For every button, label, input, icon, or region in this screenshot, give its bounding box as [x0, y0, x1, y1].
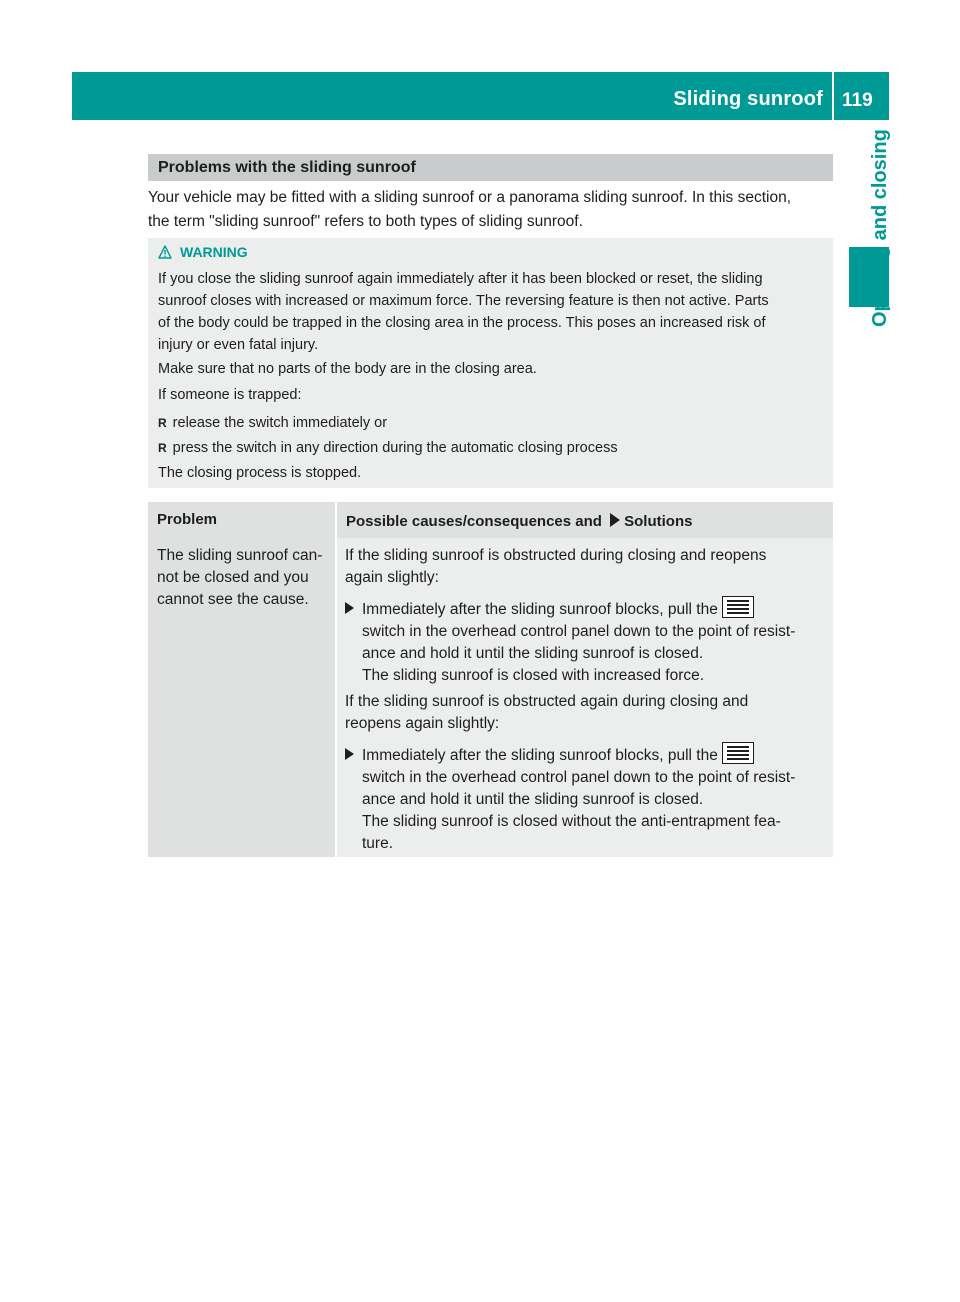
section-heading: Problems with the sliding sunroof [148, 154, 833, 181]
solution-step: Immediately after the sliding sunroof blocks, pull the switch in the overhead control panel down to the point of resist- ance and hold it until the sliding sunroof is closed. The sliding sunroof is closed with increased force. [345, 596, 825, 687]
cause-text: If the sliding sunroof is obstructed again during closing and reopens again slightly: [345, 693, 749, 732]
sunroof-switch-icon [722, 596, 754, 618]
warning-line: sunroof closes with increased or maximum force. The reversing feature is then not active. Parts [158, 293, 769, 309]
solution-step: Immediately after the sliding sunroof blocks, pull the switch in the overhead control panel down to the point of resist- ance and hold it until the sliding sunroof is closed. The sliding sunroof is closed without the anti-entrapment fea- ture. [345, 742, 825, 855]
problem-line: not be closed and you [157, 569, 309, 586]
warning-bullet: R release the switch immediately or [158, 415, 388, 431]
warning-paragraph [158, 268, 826, 356]
intro-paragraph [148, 186, 848, 234]
warning-line: injury or even fatal injury. [158, 337, 319, 353]
troubleshooting-table [148, 502, 833, 857]
solution-cell [337, 538, 833, 857]
problem-line: The sliding sunroof can- [157, 547, 323, 564]
sunroof-switch-icon [722, 742, 754, 764]
header-divider [832, 72, 834, 120]
chapter-tab-label: Opening and closing [869, 129, 891, 327]
bullet-marker: R [158, 416, 167, 430]
problem-cell [148, 538, 335, 857]
warning-line: of the body could be trapped in the closing area in the process. This poses an increased risk of [158, 315, 766, 331]
bullet-marker: R [158, 441, 167, 455]
cause-text: If the sliding sunroof is obstructed during closing and reopens again slightly: [345, 547, 767, 586]
warning-condition: If someone is trapped: [158, 387, 302, 403]
warning-title [158, 244, 248, 260]
action-arrow-icon [610, 513, 620, 527]
warning-instruction: Make sure that no parts of the body are in the closing area. [158, 361, 537, 377]
intro-line: the term "sliding sunroof" refers to both types of sliding sunroof. [148, 213, 583, 230]
intro-line: Your vehicle may be fitted with a sliding sunroof or a panorama sliding sunroof. In this section, [148, 189, 792, 206]
page-number: 119 [842, 90, 873, 111]
action-arrow-icon [345, 748, 354, 760]
warning-label: WARNING [180, 244, 248, 260]
warning-line: If you close the sliding sunroof again immediately after it has been blocked or reset, the sliding [158, 271, 763, 287]
warning-triangle-icon [158, 245, 172, 259]
warning-box [148, 238, 833, 488]
warning-result: The closing process is stopped. [158, 465, 362, 481]
table-header-problem: Problem [148, 502, 335, 542]
table-header-solutions: Possible causes/consequences and Solutions [337, 502, 833, 542]
action-arrow-icon [345, 602, 354, 614]
page-section-title: Sliding sunroof [673, 88, 823, 110]
warning-bullet: R press the switch in any direction during the automatic closing process [158, 440, 618, 456]
problem-line: cannot see the cause. [157, 591, 309, 608]
